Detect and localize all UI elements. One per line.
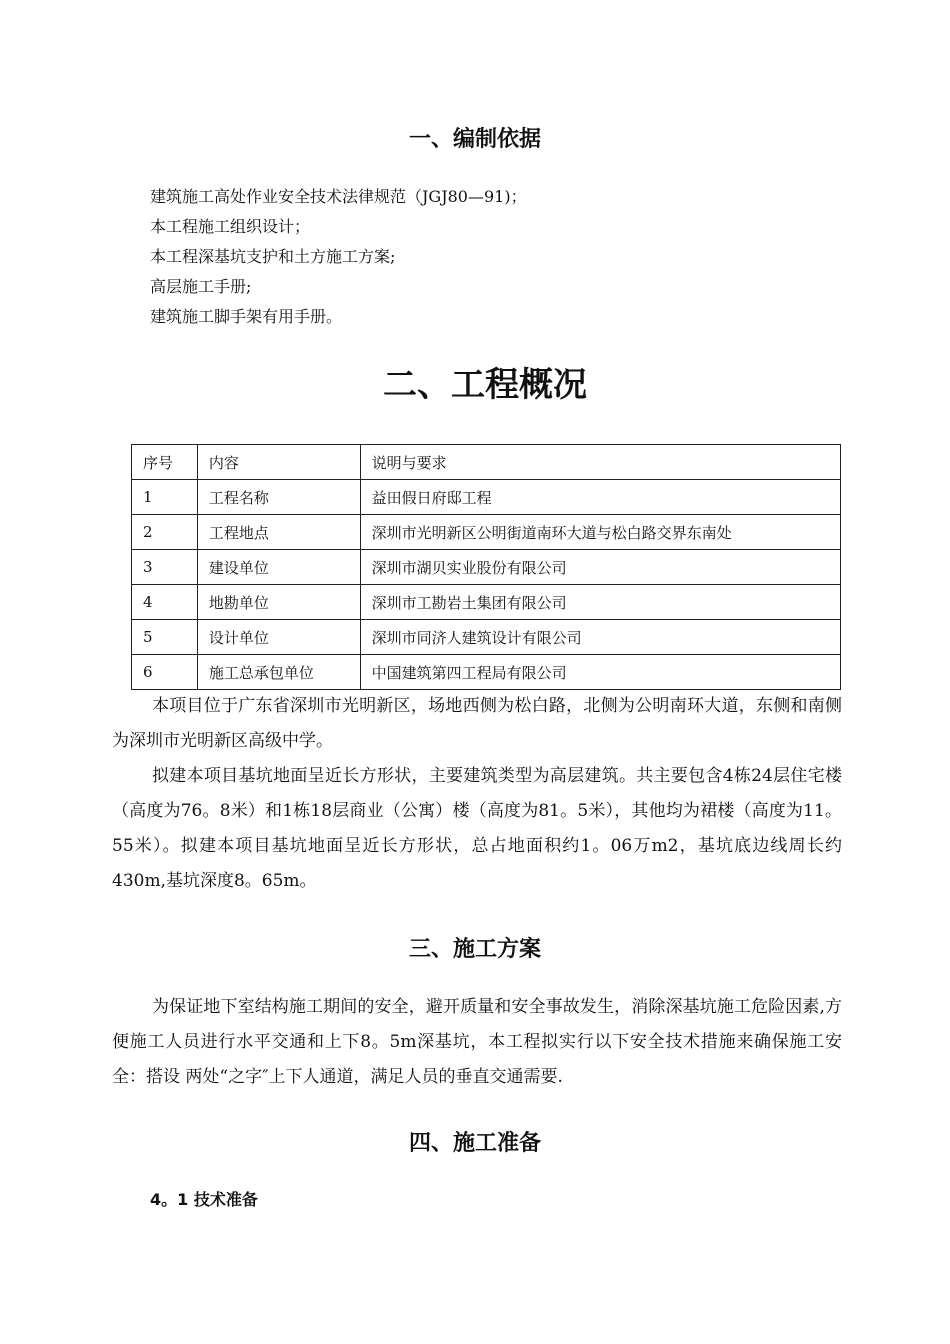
table-header-row: [132, 445, 841, 480]
reference-item: 高层施工手册;: [150, 277, 252, 296]
table-cell: 设计单位: [197, 620, 360, 655]
table-cell: 工程名称: [197, 480, 360, 515]
reference-item: 本工程深基坑支护和土方施工方案;: [150, 247, 396, 266]
table-row: [132, 585, 841, 620]
section-title-basis: 一、编制依据: [408, 127, 541, 152]
section-title-preparation: 四、施工准备: [408, 1131, 541, 1156]
overview-paragraph-location: 本项目位于广东省深圳市光明新区，场地西侧为松白路，北侧为公明南环大道，东侧和南侧为深圳市光明新区高级中学。: [112, 696, 842, 751]
reference-item: 建筑施工脚手架有用手册。: [150, 307, 343, 326]
table-row: [132, 620, 841, 655]
table-row: [132, 550, 841, 585]
table-cell: 中国建筑第四工程局有限公司: [360, 655, 840, 690]
table-header-cell: 序号: [132, 445, 198, 480]
section-title-overview: 二、工程概况: [383, 365, 587, 405]
table-cell: 1: [132, 480, 198, 515]
table-cell: 施工总承包单位: [197, 655, 360, 690]
table-cell: 工程地点: [197, 515, 360, 550]
table-cell: 5: [132, 620, 198, 655]
table-header-cell: 内容: [197, 445, 360, 480]
table-cell: 深圳市同济人建筑设计有限公司: [360, 620, 840, 655]
section-title-plan: 三、施工方案: [408, 937, 541, 962]
table-row: [132, 515, 841, 550]
table-cell: 3: [132, 550, 198, 585]
table-cell: 益田假日府邸工程: [360, 480, 840, 515]
table-cell: 深圳市湖贝实业股份有限公司: [360, 550, 840, 585]
reference-item: 建筑施工高处作业安全技术法律规范（JGJ80—91)；: [150, 187, 527, 206]
table-cell: 2: [132, 515, 198, 550]
subsection-title-technical: 4。1 技术准备: [150, 1190, 258, 1209]
overview-paragraph-buildings: 拟建本项目基坑地面呈近长方形状，主要建筑类型为高层建筑。共主要包含4栋24层住宅楼（高度为76。8米）和1栋18层商业（公寓）楼（高度为81。5米），其他均为裙楼（高度为11。55米）。拟建本项目基坑地面呈近长方形状，总占地面积约1。06万m2，基坑底边线周长约430m,基坑深度8。65m。: [112, 766, 842, 891]
table-cell: 6: [132, 655, 198, 690]
table-cell: 深圳市光明新区公明街道南环大道与松白路交界东南处: [360, 515, 840, 550]
table-row: [132, 480, 841, 515]
table-cell: 4: [132, 585, 198, 620]
table-cell: 建设单位: [197, 550, 360, 585]
table-row: [132, 655, 841, 690]
table-cell: 地勘单位: [197, 585, 360, 620]
project-overview-table: [131, 444, 841, 690]
reference-item: 本工程施工组织设计；: [150, 217, 311, 236]
table-cell: 深圳市工勘岩土集团有限公司: [360, 585, 840, 620]
table-header-cell: 说明与要求: [360, 445, 840, 480]
plan-paragraph: 为保证地下室结构施工期间的安全，避开质量和安全事故发生，消除深基坑施工危险因素,方便施工人员进行水平交通和上下8。5m深基坑，本工程拟实行以下安全技术措施来确保施工安全：搭设 两处“之字″上下人通道，满足人员的垂直交通需要.: [112, 997, 842, 1087]
